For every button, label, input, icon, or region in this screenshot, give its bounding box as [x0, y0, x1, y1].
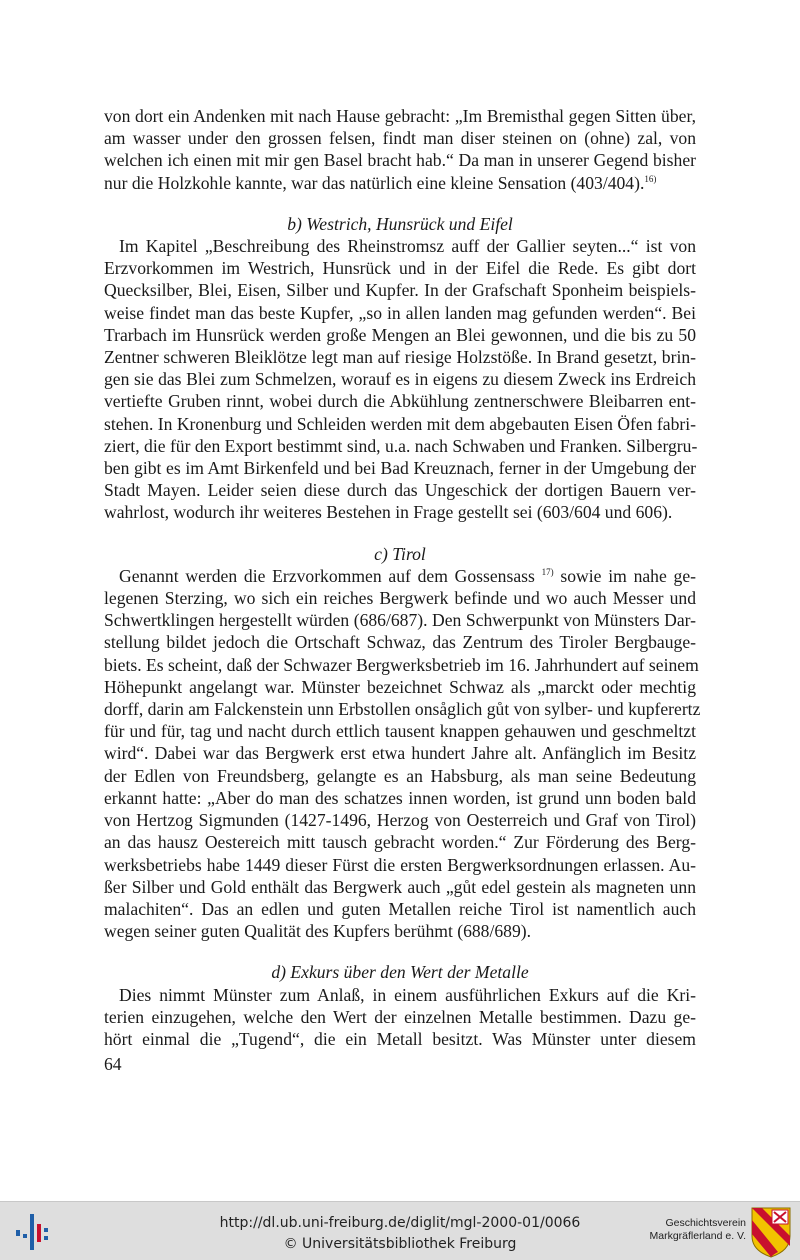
- text-line: vertiefte Gruben rinnt, wobei durch die Abkühlung zentnerschwere Bleibarren ent-: [104, 391, 696, 412]
- association-line: Geschichtsverein: [665, 1217, 746, 1229]
- text-line: Erzvorkommen im Westrich, Hunsrück und in der Eifel die Rede. Es gibt dort: [104, 258, 696, 279]
- text-line: Stadt Mayen. Leider seien diese durch das Ungeschick der dortigen Bauern ver-: [104, 480, 696, 501]
- text-line-content: sowie im nahe ge-: [560, 565, 697, 586]
- text-line: stehen. In Kronenburg und Schleiden werden mit dem abgebauten Eisen Öfen fabri-: [104, 413, 696, 434]
- text-line: von Hertzog Sigmunden (1427-1496, Herzog von Oesterreich und Graf von Tirol): [104, 810, 696, 831]
- text-line: Quecksilber, Blei, Eisen, Silber und Kupfer. In der Grafschaft Sponheim beispiels-: [104, 280, 696, 301]
- footer-url-link[interactable]: http://dl.ub.uni-freiburg.de/diglit/mgl-2000-01/0066: [219, 1215, 581, 1231]
- text-line: weise findet man das beste Kupfer, „so in allen landen mag gefunden werden“. Bei: [104, 302, 696, 323]
- paragraph-intro: [104, 105, 696, 194]
- text-line-content: Genannt werden die Erzvorkommen auf dem Gossensass: [119, 565, 535, 586]
- text-line: Höhepunkt angelangt war. Münster bezeichnet Schwaz als „marckt oder mechtig: [104, 676, 696, 697]
- ub-freiburg-logo-icon[interactable]: [14, 1210, 54, 1254]
- text-line: ziert, die für den Export bestimmt sind, u.a. nach Schwaben und Franken. Silbergru-: [104, 435, 698, 456]
- text-line: an das hausz Oestereich mitt tausch gebracht worden.“ Zur Förderung des Berg-: [104, 832, 696, 853]
- text-line: werksbetriebs habe 1449 dieser Fürst die ersten Bergwerksordnungen erlassen. Au-: [104, 854, 696, 875]
- text-line-content: nur die Holzkohle kannte, war das natürlich eine kleine Sensation (403/404).: [104, 172, 645, 193]
- text-line: Zentner schweren Bleiklötze legt man auf riesige Holzstöße. In Brand gesetzt, brin-: [104, 347, 696, 368]
- text-line: Trarbach im Hunsrück werden große Mengen an Blei gewonnen, und die bis zu 50: [104, 324, 696, 345]
- text-line: gen sie das Blei zum Schmelzen, worauf es in eigens zu diesem Zweck ins Erdreich: [104, 369, 696, 390]
- footnote-marker: 17): [541, 566, 554, 577]
- footer-copyright: © Universitätsbibliothek Freiburg: [283, 1236, 517, 1252]
- document-body: [104, 105, 701, 1050]
- paragraph-section-b: [104, 235, 696, 524]
- paragraph-section-d: [104, 984, 696, 1051]
- text-line: wegen seiner guten Qualität des Kupfers berühmt (688/689).: [104, 921, 532, 942]
- paragraph-section-c: [104, 565, 701, 942]
- footer-bar: [0, 1201, 800, 1260]
- page-number: 64: [104, 1054, 122, 1074]
- text-line: legenen Sterzing, wo sich ein reiches Bergwerk befinde und wo auch Messer und: [104, 588, 696, 609]
- text-line: malachiten“. Das an edlen und guten Metallen reiche Tirol ist namentlich auch: [104, 898, 696, 919]
- text-line: dorff, darin am Falckenstein unn Erbstollen onsåglich gůt von sylber- und kupferertz: [104, 699, 701, 720]
- text-line: wird“. Dabei war das Bergwerk erst etwa hundert Jahre alt. Anfänglich im Besitz: [104, 743, 696, 764]
- text-line: ben gibt es im Amt Birkenfeld und bei Bad Kreuznach, ferner in der Umgebung der: [104, 458, 696, 479]
- text-line: [104, 565, 696, 587]
- section-heading-c: c) Tirol: [374, 543, 426, 564]
- association-line: Markgräflerland e. V.: [649, 1230, 746, 1242]
- text-line: Schwertklingen hergestellt würden (686/687). Den Schwerpunkt von Münsters Dar-: [104, 610, 696, 631]
- text-line: Im Kapitel „Beschreibung des Rheinstromsz auff der Gallier seyten...“ ist von: [119, 236, 696, 257]
- section-heading-b: b) Westrich, Hunsrück und Eifel: [287, 213, 513, 234]
- text-line: wahrlost, wodurch ihr weiteres Bestehen in Frage gestellt sei (603/604 und 606).: [104, 502, 673, 523]
- text-line: der Edlen von Freundsberg, gelangte es an Habsburg, als man seine Bedeutung: [104, 765, 696, 786]
- text-line: terien einzugehen, welche den Wert der einzelnen Metalle bestimmen. Dazu ge-: [104, 1006, 696, 1027]
- text-line: welchen ich einen mit mir gen Basel bracht hab.“ Da man in unserer Gegend bisher: [104, 150, 696, 171]
- coat-of-arms-icon[interactable]: [750, 1206, 792, 1258]
- text-line: von dort ein Andenken mit nach Hause gebracht: „Im Bremisthal gegen Sitten über,: [104, 106, 696, 126]
- text-line: [104, 172, 696, 194]
- text-line: biets. Es scheint, daß der Schwazer Bergwerksbetrieb im 16. Jahrhundert auf seinem: [104, 654, 699, 675]
- text-line: Dies nimmt Münster zum Anlaß, in einem ausführlichen Exkurs auf die Kri-: [119, 984, 696, 1005]
- text-line: am wasser under den grossen felsen, findt man diser steinen on (ohne) zal, von: [104, 128, 696, 149]
- text-line: stellung bildet jedoch die Ortschaft Schwaz, das Zentrum des Tiroler Bergbauge-: [104, 632, 696, 653]
- footnote-marker: 16): [644, 173, 657, 184]
- text-line: ßer Silber und Gold enthält das Bergwerk auch „gůt edel gestein als magneten unn: [104, 876, 696, 897]
- section-heading-d: d) Exkurs über den Wert der Metalle: [271, 962, 529, 983]
- text-line: hört einmal die „Tugend“, die ein Metall besitzt. Was Münster unter diesem: [104, 1028, 696, 1049]
- text-line: für und für, tag und nacht durch ettlich tausent knappen gehauwen und geschmeltzt: [104, 721, 696, 742]
- association-name: [600, 1217, 746, 1243]
- text-line: erkannt hatte: „Aber do man des schatzes innen worden, ist grund unn boden bald: [104, 787, 696, 808]
